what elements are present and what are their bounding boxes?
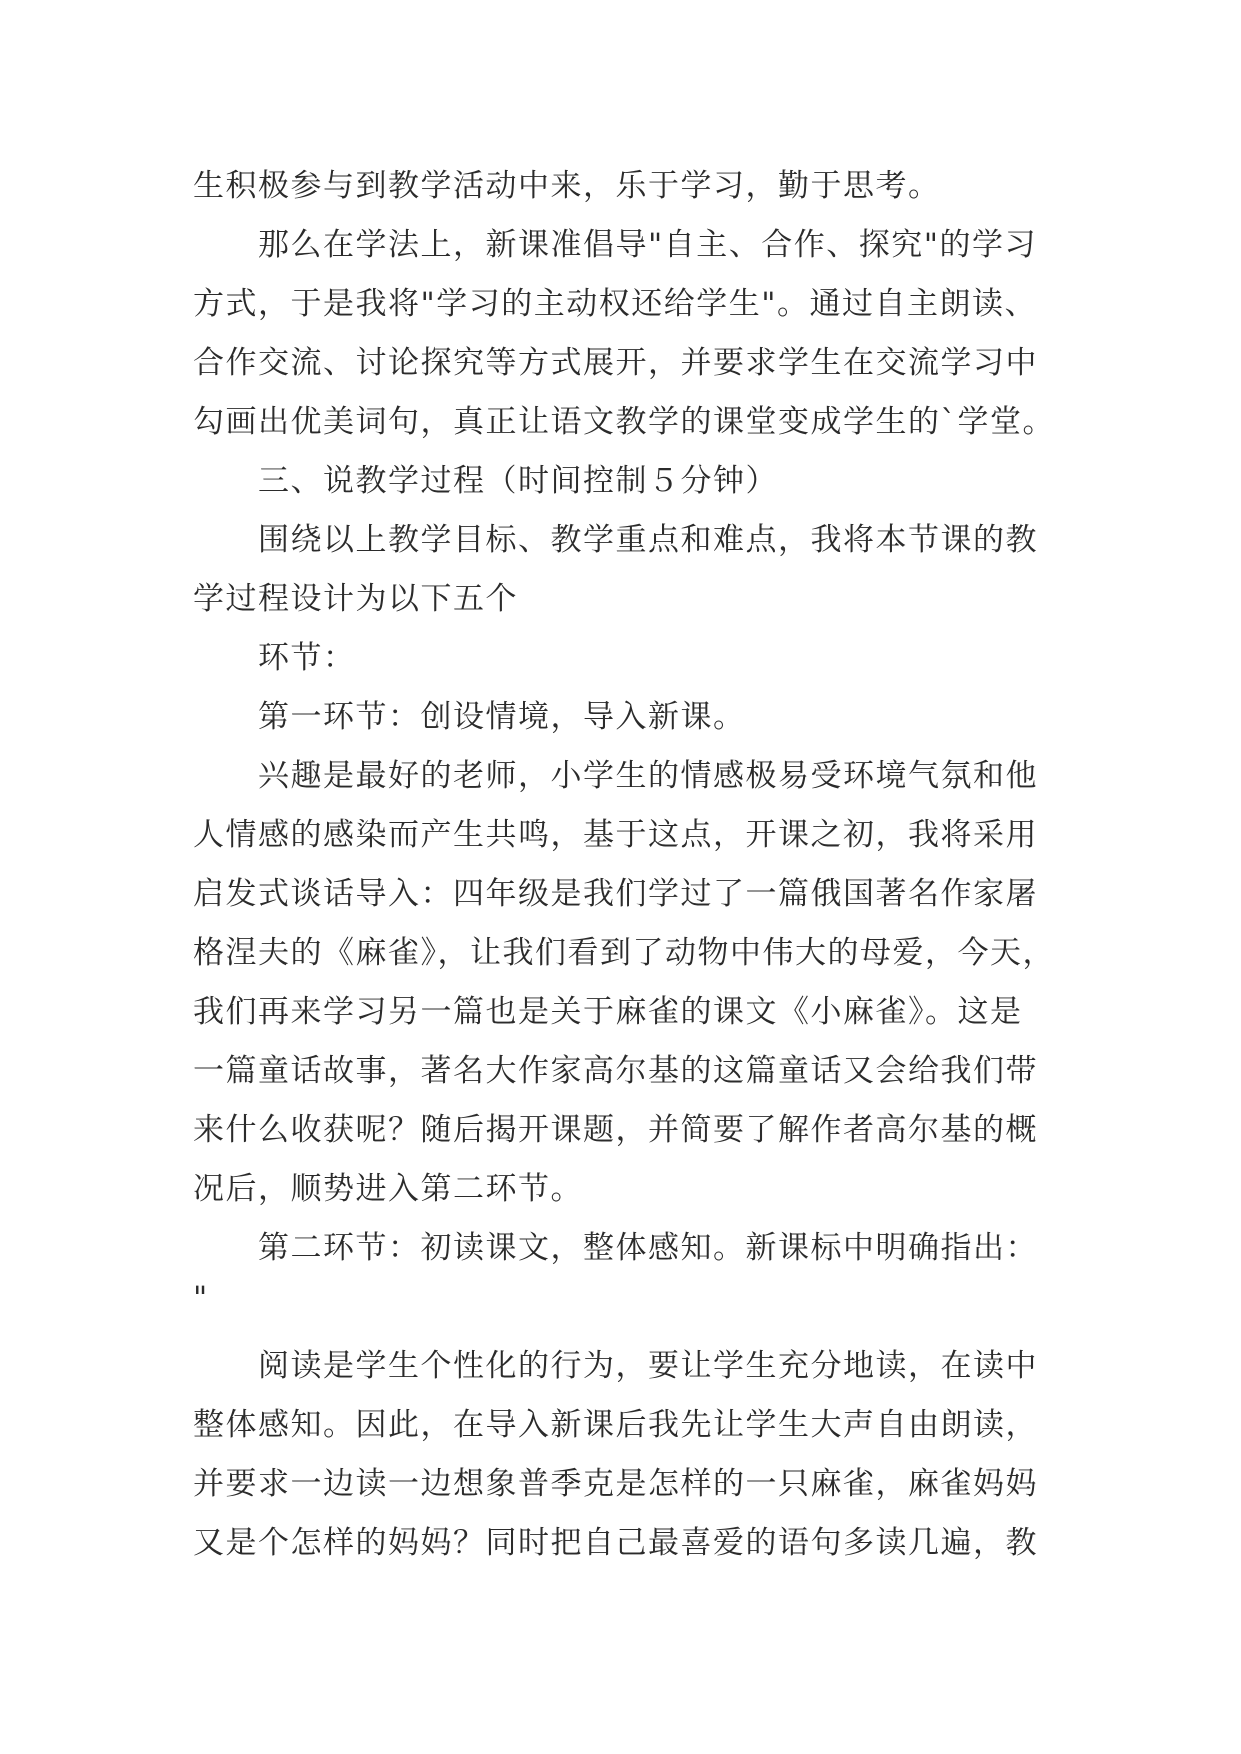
text-line: 勾画出优美词句，真正让语文教学的课堂变成学生的`学堂。 bbox=[193, 404, 1055, 440]
section-heading: 三、说教学过程（时间控制５分钟） bbox=[193, 463, 778, 499]
subsection-heading: 第一环节：创设情境，导入新课。 bbox=[193, 699, 746, 735]
text-line: 一篇童话故事，著名大作家高尔基的这篇童话又会给我们带 bbox=[193, 1053, 1038, 1089]
text-line: 方式，于是我将"学习的主动权还给学生"。通过自主朗读、 bbox=[193, 286, 1038, 322]
text-line: 合作交流、讨论探究等方式展开，并要求学生在交流学习中 bbox=[193, 345, 1038, 381]
text-line: " bbox=[193, 1280, 209, 1316]
text-line: 阅读是学生个性化的行为，要让学生充分地读，在读中 bbox=[193, 1348, 1038, 1384]
text-line: 我们再来学习另一篇也是关于麻雀的课文《小麻雀》。这是 bbox=[193, 994, 1023, 1030]
text-line: 那么在学法上，新课准倡导"自主、合作、探究"的学习 bbox=[193, 227, 1038, 263]
subsection-heading: 第二环节：初读课文，整体感知。新课标中明确指出： bbox=[193, 1230, 1038, 1266]
text-line: 学过程设计为以下五个 bbox=[193, 581, 518, 617]
text-line: 围绕以上教学目标、教学重点和难点，我将本节课的教 bbox=[193, 522, 1038, 558]
text-line: 又是个怎样的妈妈？同时把自己最喜爱的语句多读几遍，教 bbox=[193, 1525, 1038, 1561]
text-line: 启发式谈话导入：四年级是我们学过了一篇俄国著名作家屠 bbox=[193, 876, 1038, 912]
text-line: 格涅夫的《麻雀》，让我们看到了动物中伟大的母爱，今天， bbox=[193, 935, 1055, 971]
text-line: 整体感知。因此，在导入新课后我先让学生大声自由朗读， bbox=[193, 1407, 1038, 1443]
text-line: 并要求一边读一边想象普季克是怎样的一只麻雀，麻雀妈妈 bbox=[193, 1466, 1038, 1502]
text-line: 环节： bbox=[193, 640, 356, 676]
text-line: 兴趣是最好的老师，小学生的情感极易受环境气氛和他 bbox=[193, 758, 1038, 794]
text-line: 来什么收获呢？随后揭开课题，并简要了解作者高尔基的概 bbox=[193, 1112, 1038, 1148]
text-line: 生积极参与到教学活动中来，乐于学习，勤于思考。 bbox=[193, 168, 941, 204]
text-line: 况后，顺势进入第二环节。 bbox=[193, 1171, 583, 1207]
text-line: 人情感的感染而产生共鸣，基于这点，开课之初，我将采用 bbox=[193, 817, 1038, 853]
